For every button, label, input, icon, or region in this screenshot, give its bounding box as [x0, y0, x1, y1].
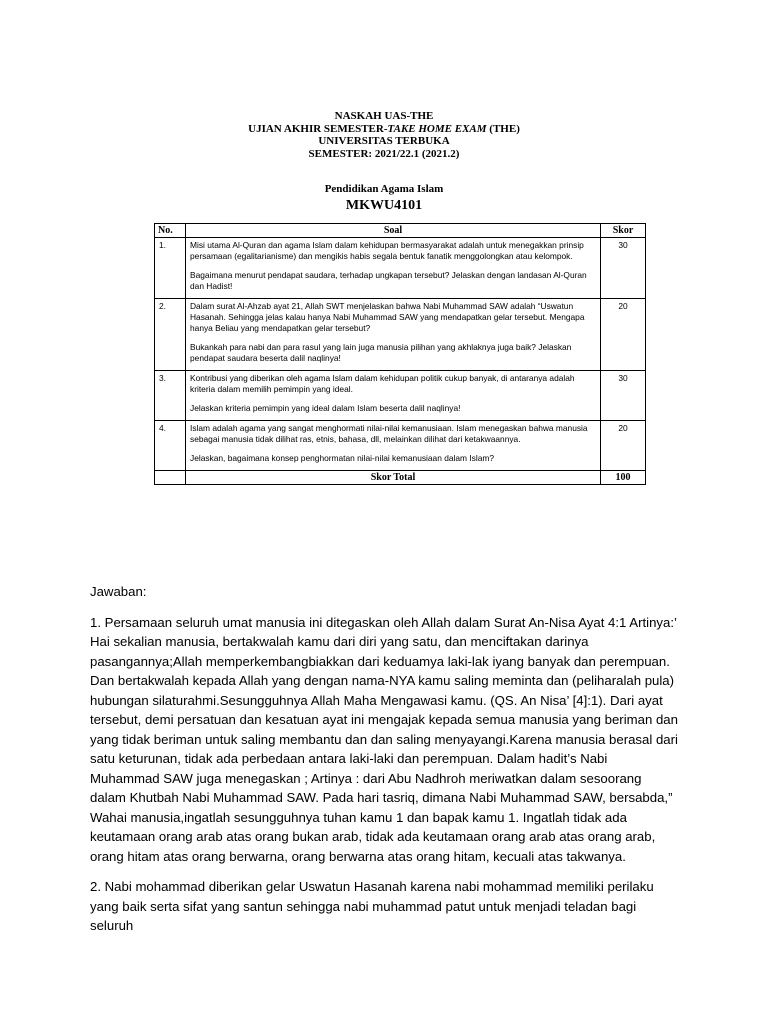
question-score: 30: [601, 371, 646, 421]
question-paragraph: Jelaskan kriteria pemimpin yang ideal dalam Islam beserta dalil naqlinya!: [190, 403, 461, 413]
header-exam-type: [0, 123, 768, 136]
exam-type-italic: TAKE HOME EXAM: [387, 122, 487, 135]
question-number: 1.: [155, 238, 186, 299]
col-header-skor: Skor: [601, 224, 646, 238]
question-paragraph: Islam adalah agama yang sangat menghormati nilai-nilai kemanusiaan. Islam menegaskan bahwa manusia sebagai manusia tidak dilihat ras, etnis, bahasa, dll, melainkan dilihat dari ketakwaannya.: [190, 423, 588, 444]
question-paragraph: Dalam surat Al-Ahzab ayat 21, Allah SWT menjelaskan bahwa Nabi Muhammad SAW adalah “Uswatun Hasanah. Sehingga jelas kalau hanya Nabi Muhammad SAW yang mendapatkan gelar tersebut. Mengapa hanya Beliau yang mendapatkan gelar tersebut?: [190, 301, 585, 333]
header-title: NASKAH UAS-THE: [334, 110, 434, 122]
question-number: 3.: [155, 371, 186, 421]
question-paragraph: Bukankah para nabi dan para rasul yang lain juga manusia pilihan yang akhlaknya juga baik? Jelaskan pendapat saudara beserta dalil naqlinya!: [190, 342, 572, 363]
header-university: UNIVERSITAS TERBUKA: [318, 135, 450, 147]
answers-section: [90, 582, 680, 947]
answer-paragraph: 1. Persamaan seluruh umat manusia ini ditegaskan oleh Allah dalam Surat An-Nisa Ayat 4:1 Artinya:’ Hai sekalian manusia, bertakwalah kamu dari diri yang satu, dan menciftakan darinya pasangannya;Allah memperkembangbiakkan dari keduamya laki-lak iyang banyak dan perempuan. Dan bertakwalah kepada Allah yang dengan nama-NYA kamu saling meminta dan (peliharalah pula) hubungan silaturahmi.Sesungguhnya Allah Maha Mengawasi kamu. (QS. An Nisa’ [4]:1). Dari ayat tersebut, demi persatuan dan kesatuan ayat ini mengajak kepada semua manusia yang beriman dan yang tidak beriman untuk saling membantu dan dan saling menyayangi.Karena manusia berasal dari satu keturunan, tidak ada perbedaan antara laki-laki dan perempuan. Dalam hadit’s Nabi Muhammad SAW juga menegaskan ; Artinya : dari Abu Nadhroh meriwatkan dalam sesoorang dalam Khutbah Nabi Muhammad SAW. Pada hari tasriq, dimana Nabi Muhammad SAW, bersabda,” Wahai manusia,ingatlah sesungguhnya tuhan kamu 1 dan bapak kamu 1. Ingatlah tidak ada keutamaan orang arab atas orang bukan arab, tidak ada keutamaan orang arab atas orang arab, orang hitam atas orang berwarna, orang berwarna atas orang hitam, kecuali atas takwanya.: [90, 614, 678, 864]
exam-type-prefix: UJIAN AKHIR SEMESTER-: [248, 122, 388, 135]
exam-type-suffix: (THE): [486, 122, 520, 135]
question-score: 20: [601, 421, 646, 471]
question-text: [186, 299, 601, 371]
table-header-row: [155, 224, 646, 238]
table-total-row: [155, 471, 646, 485]
table-row: [155, 299, 646, 371]
question-paragraph: Kontribusi yang diberikan oleh agama Islam dalam kehidupan politik cukup banyak, di antaranya adalah kriteria dalam memilih pemimpin yang ideal.: [190, 373, 575, 394]
question-number: 4.: [155, 421, 186, 471]
question-number: 2.: [155, 299, 186, 371]
table-row: [155, 371, 646, 421]
col-header-soal: Soal: [186, 224, 601, 238]
question-paragraph: Bagaimana menurut pendapat saudara, terhadap ungkapan tersebut? Jelaskan dengan landasan Al-Quran dan Hadist!: [190, 270, 587, 291]
question-text: [186, 421, 601, 471]
table-row: [155, 421, 646, 471]
total-empty-cell: [155, 471, 186, 485]
table-row: [155, 238, 646, 299]
question-score: 30: [601, 238, 646, 299]
document-header: [0, 110, 768, 160]
subject-code: MKWU4101: [345, 198, 423, 213]
question-paragraph: Misi utama Al-Quran dan agama Islam dalam kehidupan bermasyarakat adalah untuk menegakkan prinsip persamaan (egalitarianisme) dan mengikis habis segala bentuk fanatik menggolongkan atau kelompok.: [190, 240, 584, 261]
question-table: [154, 223, 646, 485]
question-text: [186, 371, 601, 421]
question-text: [186, 238, 601, 299]
header-semester: SEMESTER: 2021/22.1 (2021.2): [308, 147, 460, 160]
total-label: Skor Total: [186, 471, 601, 485]
col-header-no: No.: [155, 224, 186, 238]
subject-name: Pendidikan Agama Islam: [324, 183, 444, 195]
question-paragraph: Jelaskan, bagaimana konsep penghormatan nilai-nilai kemanusiaan dalam Islam?: [190, 453, 495, 463]
question-score: 20: [601, 299, 646, 371]
answers-heading: Jawaban:: [90, 584, 147, 599]
answer-paragraph: 2. Nabi mohammad diberikan gelar Uswatun Hasanah karena nabi mohammad memiliki perilaku yang baik serta sifat yang santun sehingga nabi muhammad patut untuk menjadi teladan bagi seluruh: [90, 879, 654, 933]
total-value: 100: [601, 471, 646, 485]
subject-block: [0, 183, 768, 214]
